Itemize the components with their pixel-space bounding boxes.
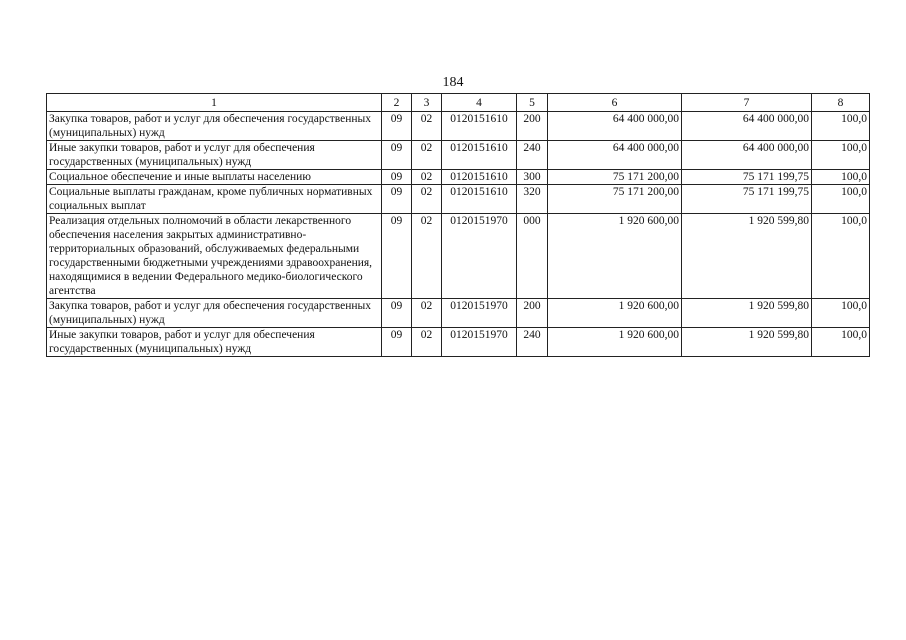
header-cell-2: 2 <box>382 94 412 112</box>
execution-percent: 100,0 <box>812 170 870 185</box>
budget-table <box>46 93 870 357</box>
executed-amount: 1 920 599,80 <box>682 214 812 299</box>
header-cell-1: 1 <box>47 94 382 112</box>
planned-amount: 75 171 200,00 <box>548 185 682 214</box>
header-cell-3: 3 <box>412 94 442 112</box>
expense-name: Закупка товаров, работ и услуг для обеспечения государственных (муниципальных) нужд <box>47 299 382 328</box>
target-article-code: 0120151610 <box>442 141 517 170</box>
planned-amount: 1 920 600,00 <box>548 328 682 357</box>
header-row <box>47 94 870 112</box>
subsection-code: 02 <box>412 328 442 357</box>
subsection-code: 02 <box>412 299 442 328</box>
table-row <box>47 185 870 214</box>
table-row <box>47 112 870 141</box>
expense-name: Иные закупки товаров, работ и услуг для обеспечения государственных (муниципальных) нужд <box>47 328 382 357</box>
table-row <box>47 328 870 357</box>
expense-type-code: 320 <box>517 185 548 214</box>
subsection-code: 02 <box>412 214 442 299</box>
target-article-code: 0120151970 <box>442 214 517 299</box>
planned-amount: 1 920 600,00 <box>548 214 682 299</box>
header-cell-5: 5 <box>517 94 548 112</box>
header-cell-8: 8 <box>812 94 870 112</box>
expense-type-code: 240 <box>517 328 548 357</box>
executed-amount: 1 920 599,80 <box>682 328 812 357</box>
section-code: 09 <box>382 185 412 214</box>
executed-amount: 64 400 000,00 <box>682 141 812 170</box>
planned-amount: 64 400 000,00 <box>548 141 682 170</box>
execution-percent: 100,0 <box>812 328 870 357</box>
expense-type-code: 240 <box>517 141 548 170</box>
subsection-code: 02 <box>412 170 442 185</box>
target-article-code: 0120151610 <box>442 170 517 185</box>
section-code: 09 <box>382 141 412 170</box>
expense-name: Социальное обеспечение и иные выплаты населению <box>47 170 382 185</box>
execution-percent: 100,0 <box>812 299 870 328</box>
subsection-code: 02 <box>412 141 442 170</box>
execution-percent: 100,0 <box>812 185 870 214</box>
target-article-code: 0120151970 <box>442 328 517 357</box>
subsection-code: 02 <box>412 185 442 214</box>
executed-amount: 75 171 199,75 <box>682 170 812 185</box>
page-number: 184 <box>442 75 464 90</box>
section-code: 09 <box>382 112 412 141</box>
planned-amount: 75 171 200,00 <box>548 170 682 185</box>
target-article-code: 0120151610 <box>442 112 517 141</box>
expense-name: Реализация отдельных полномочий в области лекарственного обеспечения населения закрытых административно-территориальных образований, обслуживаемых федеральными государственными бюджетными учреждениями здравоохранения, находящимися в ведении Федерального медико-биологического агентства <box>47 214 382 299</box>
executed-amount: 64 400 000,00 <box>682 112 812 141</box>
target-article-code: 0120151610 <box>442 185 517 214</box>
planned-amount: 1 920 600,00 <box>548 299 682 328</box>
expense-name: Закупка товаров, работ и услуг для обеспечения государственных (муниципальных) нужд <box>47 112 382 141</box>
section-code: 09 <box>382 328 412 357</box>
header-cell-6: 6 <box>548 94 682 112</box>
table-row <box>47 170 870 185</box>
executed-amount: 1 920 599,80 <box>682 299 812 328</box>
section-code: 09 <box>382 170 412 185</box>
header-cell-4: 4 <box>442 94 517 112</box>
expense-name: Социальные выплаты гражданам, кроме публичных нормативных социальных выплат <box>47 185 382 214</box>
target-article-code: 0120151970 <box>442 299 517 328</box>
header-cell-7: 7 <box>682 94 812 112</box>
section-code: 09 <box>382 214 412 299</box>
expense-type-code: 200 <box>517 112 548 141</box>
expense-type-code: 000 <box>517 214 548 299</box>
section-code: 09 <box>382 299 412 328</box>
executed-amount: 75 171 199,75 <box>682 185 812 214</box>
execution-percent: 100,0 <box>812 112 870 141</box>
planned-amount: 64 400 000,00 <box>548 112 682 141</box>
execution-percent: 100,0 <box>812 141 870 170</box>
expense-type-code: 300 <box>517 170 548 185</box>
table-row <box>47 214 870 299</box>
table-row <box>47 141 870 170</box>
subsection-code: 02 <box>412 112 442 141</box>
expense-type-code: 200 <box>517 299 548 328</box>
table-row <box>47 299 870 328</box>
expense-name: Иные закупки товаров, работ и услуг для обеспечения государственных (муниципальных) нужд <box>47 141 382 170</box>
execution-percent: 100,0 <box>812 214 870 299</box>
